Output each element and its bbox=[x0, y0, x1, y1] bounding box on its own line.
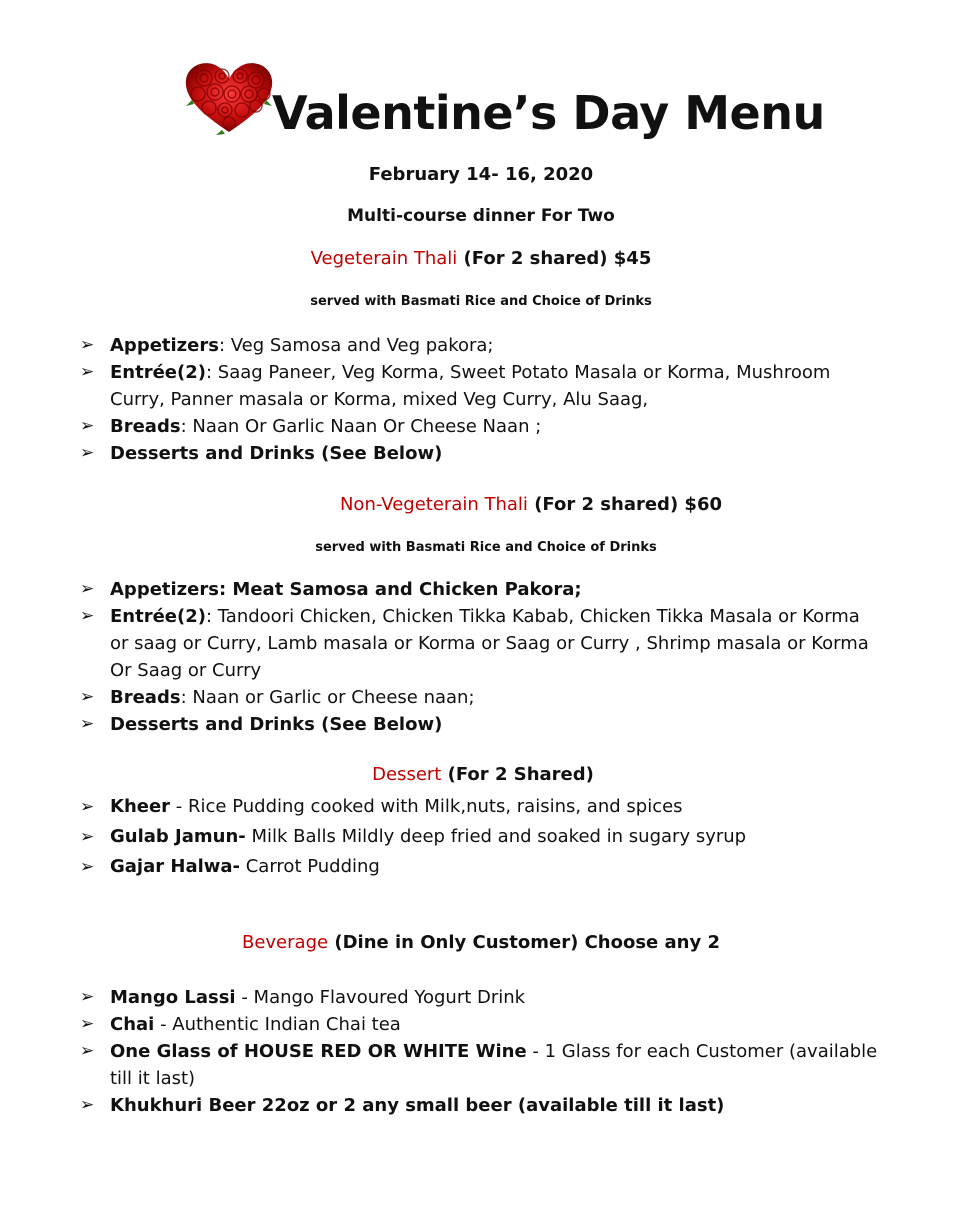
arrow-bullet-icon: ➢ bbox=[80, 987, 95, 1007]
arrow-bullet-icon: ➢ bbox=[80, 827, 95, 847]
list-item: ➢ Khukhuri Beer 22oz or 2 any small beer (available till it last) bbox=[80, 1092, 890, 1119]
list-item: ➢ Kheer - Rice Pudding cooked with Milk,nuts, raisins, and spices bbox=[80, 792, 880, 822]
list-item: ➢ Chai - Authentic Indian Chai tea bbox=[80, 1011, 890, 1038]
arrow-bullet-icon: ➢ bbox=[80, 797, 95, 817]
list-item: ➢ Appetizers: Veg Samosa and Veg pakora; bbox=[80, 332, 880, 359]
beverage-name: Beverage bbox=[241, 932, 329, 953]
arrow-bullet-icon: ➢ bbox=[80, 1041, 95, 1061]
menu-subtitle: Multi-course dinner For Two bbox=[347, 206, 615, 226]
menu-dates: February 14- 16, 2020 bbox=[368, 164, 594, 185]
nonveg-name: Non-Vegeterain Thali bbox=[339, 494, 528, 515]
arrow-bullet-icon: ➢ bbox=[80, 714, 95, 734]
nonveg-item-list bbox=[80, 576, 880, 738]
list-item: ➢ One Glass of HOUSE RED OR WHITE Wine - 1 Glass for each Customer (available till it last) bbox=[80, 1038, 890, 1092]
arrow-bullet-icon: ➢ bbox=[80, 443, 95, 463]
list-item: ➢ Entrée(2): Saag Paneer, Veg Korma, Sweet Potato Masala or Korma, Mushroom Curry, Panner masala or Korma, mixed Veg Curry, Alu Saag, bbox=[80, 359, 880, 413]
veg-detail: (For 2 shared) $45 bbox=[463, 248, 652, 269]
nonveg-detail: (For 2 shared) $60 bbox=[534, 494, 723, 515]
veg-note: served with Basmati Rice and Choice of Drinks bbox=[310, 294, 652, 309]
veg-heading bbox=[0, 248, 962, 269]
list-item: ➢ Entrée(2): Tandoori Chicken, Chicken Tikka Kabab, Chicken Tikka Masala or Korma or saag or Curry, Lamb masala or Korma or Saag or Curry , Shrimp masala or Korma Or Saag or Curry bbox=[80, 603, 880, 684]
dessert-detail: (For 2 Shared) bbox=[447, 764, 594, 785]
nonveg-heading bbox=[0, 494, 962, 515]
list-item: ➢ Appetizers: Meat Samosa and Chicken Pakora; bbox=[80, 576, 880, 603]
rose-heart-icon bbox=[182, 56, 276, 136]
veg-name: Vegeterain Thali bbox=[310, 248, 458, 269]
dessert-name: Dessert bbox=[372, 764, 442, 785]
arrow-bullet-icon: ➢ bbox=[80, 606, 95, 626]
list-item: ➢ Desserts and Drinks (See Below) bbox=[80, 440, 880, 467]
arrow-bullet-icon: ➢ bbox=[80, 1095, 95, 1115]
beverage-heading bbox=[0, 932, 962, 953]
arrow-bullet-icon: ➢ bbox=[80, 1014, 95, 1034]
arrow-bullet-icon: ➢ bbox=[80, 579, 95, 599]
dessert-heading bbox=[0, 764, 962, 785]
arrow-bullet-icon: ➢ bbox=[80, 335, 95, 355]
dessert-item-list bbox=[80, 792, 880, 882]
beverage-detail: (Dine in Only Customer) Choose any 2 bbox=[334, 932, 720, 953]
list-item: ➢ Breads: Naan or Garlic or Cheese naan; bbox=[80, 684, 880, 711]
list-item: ➢ Gulab Jamun- Milk Balls Mildly deep fried and soaked in sugary syrup bbox=[80, 822, 880, 852]
veg-item-list bbox=[80, 332, 880, 467]
menu-title: Valentine’s Day Menu bbox=[272, 86, 825, 140]
arrow-bullet-icon: ➢ bbox=[80, 687, 95, 707]
list-item: ➢ Breads: Naan Or Garlic Naan Or Cheese Naan ; bbox=[80, 413, 880, 440]
arrow-bullet-icon: ➢ bbox=[80, 362, 95, 382]
nonveg-note: served with Basmati Rice and Choice of Drinks bbox=[315, 540, 657, 555]
list-item: ➢ Mango Lassi - Mango Flavoured Yogurt Drink bbox=[80, 984, 890, 1011]
list-item: ➢ Gajar Halwa- Carrot Pudding bbox=[80, 852, 880, 882]
beverage-item-list bbox=[80, 984, 890, 1119]
arrow-bullet-icon: ➢ bbox=[80, 857, 95, 877]
arrow-bullet-icon: ➢ bbox=[80, 416, 95, 436]
list-item: ➢ Desserts and Drinks (See Below) bbox=[80, 711, 880, 738]
